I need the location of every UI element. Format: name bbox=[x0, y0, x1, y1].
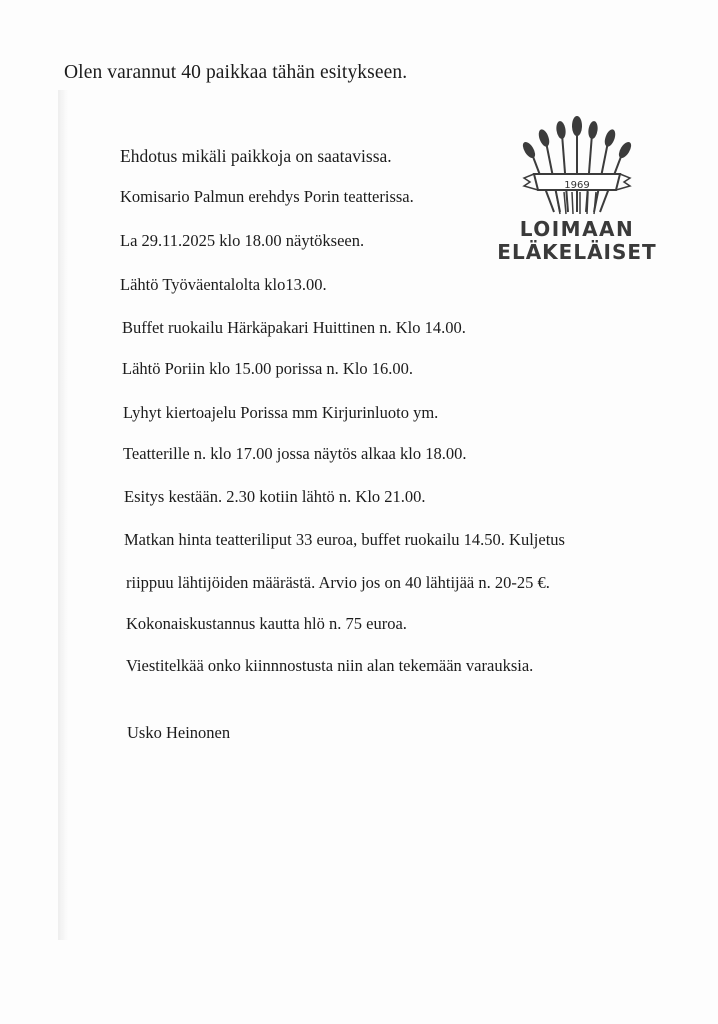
wheat-sheaf-icon bbox=[494, 112, 660, 217]
document-line: Lähtö Poriin klo 15.00 porissa n. Klo 16.00. bbox=[122, 359, 414, 378]
document-line: Lähtö Työväentalolta klo13.00. bbox=[120, 275, 327, 294]
document-line: Teatterille n. klo 17.00 jossa näytös alkaa klo 18.00. bbox=[123, 444, 467, 463]
logo-year: 1969 bbox=[564, 180, 590, 191]
document-line: Komisario Palmun erehdys Porin teatterissa. bbox=[120, 187, 414, 206]
document-line: riippuu lähtijöiden määrästä. Arvio jos on 40 lähtijää n. 20-25 €. bbox=[126, 573, 550, 592]
document-line: Kokonaiskustannus kautta hlö n. 75 euroa. bbox=[126, 614, 407, 633]
document-line: Matkan hinta teatteriliput 33 euroa, buffet ruokailu 14.50. Kuljetus bbox=[124, 530, 565, 549]
document-line: Esitys kestään. 2.30 kotiin lähtö n. Klo 21.00. bbox=[124, 487, 426, 506]
document-line: Ehdotus mikäli paikkoja on saatavissa. bbox=[120, 146, 392, 166]
scan-shadow bbox=[58, 90, 68, 940]
organization-logo bbox=[494, 112, 660, 272]
document-line: Lyhyt kiertoajelu Porissa mm Kirjurinluoto ym. bbox=[123, 403, 439, 422]
logo-text-line1: LOIMAAN bbox=[519, 217, 635, 241]
signature: Usko Heinonen bbox=[127, 723, 231, 742]
document-line: La 29.11.2025 klo 18.00 näytökseen. bbox=[120, 231, 365, 250]
document-line: Viestitelkää onko kiinnnostusta niin alan tekemään varauksia. bbox=[126, 656, 534, 675]
document-line: Buffet ruokailu Härkäpakari Huittinen n. Klo 14.00. bbox=[122, 318, 466, 337]
document-heading: Olen varannut 40 paikkaa tähän esitykseen. bbox=[64, 62, 408, 83]
logo-text-line2: ELÄKELÄISET bbox=[497, 240, 657, 264]
